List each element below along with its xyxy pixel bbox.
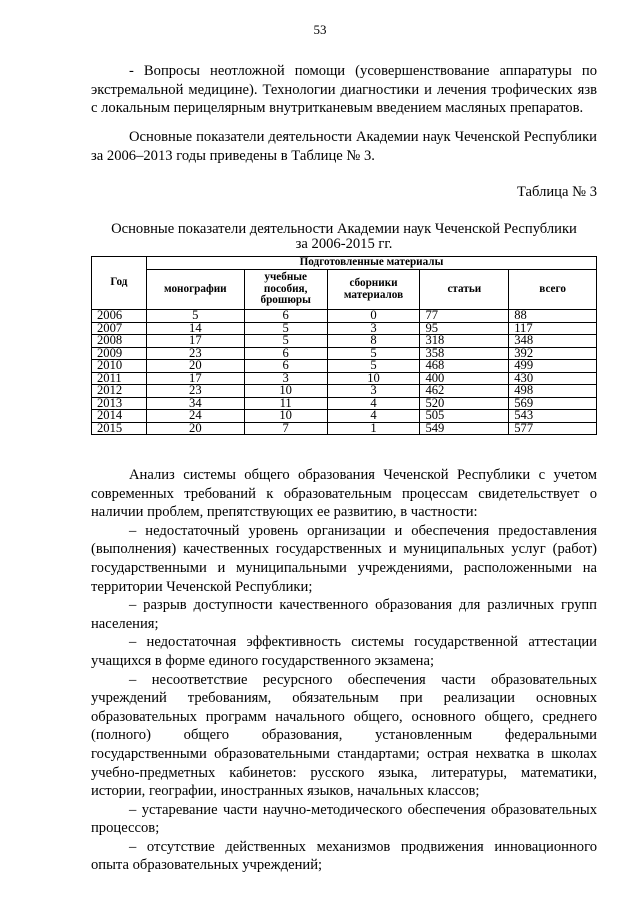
value-cell: 468 [420,360,509,373]
table-row [92,422,597,435]
value-cell: 10 [327,372,420,385]
value-cell: 24 [146,410,244,423]
analysis-intro: Анализ системы общего образования Чеченской Республики с учетом современных требований к образовательным процессам свидетельствует о наличии проблем, препятствующих ее развитию, в частности: [91,467,597,521]
intro-paragraph: - Вопросы неотложной помощи (усовершенствование аппаратуры по экстремальной медицине). Технологии диагностики и лечения трофических язв с локальным перицелярным внутритканевым введением масляных препаратов. [91,63,597,117]
analysis-item: – отсутствие действенных механизмов продвижения инновационного опыта образовательных учреждений; [91,838,597,874]
value-cell: 6 [244,360,327,373]
summary-paragraph: Основные показатели деятельности Академии наук Чеченской Республики за 2006–2013 годы приведены в Таблице № 3. [91,129,597,164]
value-cell: 5 [327,347,420,360]
value-cell: 358 [420,347,509,360]
value-cell: 5 [146,310,244,323]
value-cell: 505 [420,410,509,423]
value-cell: 23 [146,385,244,398]
value-cell: 543 [509,410,597,423]
value-cell: 348 [509,335,597,348]
value-cell: 520 [420,397,509,410]
value-cell: 318 [420,335,509,348]
year-cell: 2011 [92,372,147,385]
table-caption-line1: Основные показатели деятельности Академии наук Чеченской Республики [111,221,577,237]
year-cell: 2015 [92,422,147,435]
analysis-item: – недостаточный уровень организации и обеспечения предоставления (выполнения) качественных государственных и муниципальных услуг (работ) государственными и муниципальными учреждениями, расположенными на территории Чеченской Республики; [91,522,597,595]
value-cell: 77 [420,310,509,323]
value-cell: 20 [146,360,244,373]
value-cell: 1 [327,422,420,435]
table-caption-line2: за 2006-2015 гг. [295,236,393,252]
value-cell: 23 [146,347,244,360]
value-cell: 10 [244,385,327,398]
value-cell: 400 [420,372,509,385]
value-cell: 88 [509,310,597,323]
value-cell: 20 [146,422,244,435]
column-header: всего [509,270,597,310]
value-cell: 6 [244,347,327,360]
value-cell: 549 [420,422,509,435]
value-cell: 3 [244,372,327,385]
value-cell: 499 [509,360,597,373]
analysis-item: – недостаточная эффективность системы государственной аттестации учащихся в форме единого государственного экзамена; [91,634,597,669]
table-caption [91,222,597,252]
year-cell: 2008 [92,335,147,348]
value-cell: 4 [327,397,420,410]
analysis-section [91,466,597,875]
value-cell: 498 [509,385,597,398]
year-cell: 2014 [92,410,147,423]
value-cell: 117 [509,322,597,335]
year-cell: 2013 [92,397,147,410]
year-header: Год [92,257,147,310]
value-cell: 95 [420,322,509,335]
value-cell: 5 [327,360,420,373]
value-cell: 4 [327,410,420,423]
value-cell: 11 [244,397,327,410]
value-cell: 6 [244,310,327,323]
analysis-item: – разрыв доступности качественного образования для различных групп населения; [91,597,597,632]
value-cell: 5 [244,322,327,335]
year-cell: 2010 [92,360,147,373]
value-cell: 5 [244,335,327,348]
value-cell: 7 [244,422,327,435]
value-cell: 569 [509,397,597,410]
value-cell: 14 [146,322,244,335]
value-cell: 10 [244,410,327,423]
value-cell: 17 [146,372,244,385]
year-cell: 2012 [92,385,147,398]
value-cell: 34 [146,397,244,410]
year-cell: 2006 [92,310,147,323]
page-number: 53 [313,22,327,37]
analysis-item: – несоответствие ресурсного обеспечения части образовательных учреждений требованиям, обязательным при реализации основных образовательных программ начального общего, основного общего, среднего (полного) общего образования, установленным федеральными государственными образовательными стандартами; острая нехватка в школах учебно-предметных кабинетов: русского языка, литературы, математики, истории, географии, иностранных языков, начальных классов; [91,671,597,800]
value-cell: 3 [327,322,420,335]
value-cell: 430 [509,372,597,385]
analysis-item: – устаревание части научно-методического обеспечения образовательных процессов; [91,801,597,837]
year-cell: 2007 [92,322,147,335]
indicators-table [91,256,597,435]
table-label: Таблица № 3 [517,184,597,200]
value-cell: 577 [509,422,597,435]
column-header: монографии [146,270,244,310]
value-cell: 8 [327,335,420,348]
column-header: сборники материалов [327,270,420,310]
value-cell: 392 [509,347,597,360]
value-cell: 0 [327,310,420,323]
value-cell: 462 [420,385,509,398]
column-header: учебные пособия, брошюры [244,270,327,310]
value-cell: 17 [146,335,244,348]
group-header: Подготовленные материалы [146,257,596,270]
value-cell: 3 [327,385,420,398]
column-header: статьи [420,270,509,310]
year-cell: 2009 [92,347,147,360]
